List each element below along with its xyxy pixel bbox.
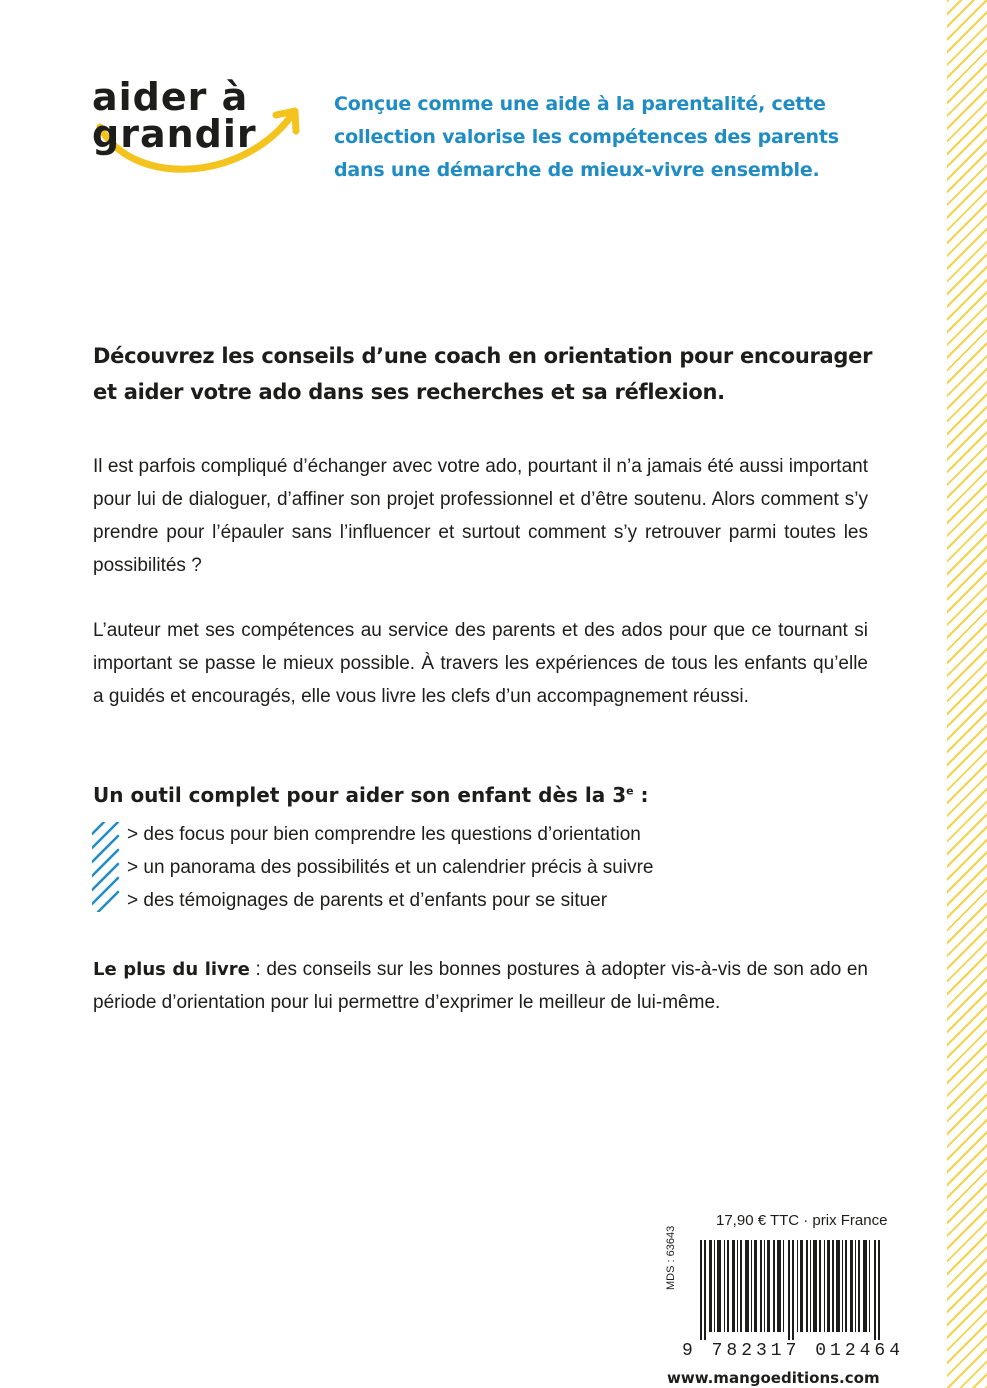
list-item: > un panorama des possibilités et un calendrier précis à suivre [127,857,654,878]
barcode [700,1240,886,1340]
price-label: 17,90 € TTC · prix France [716,1212,888,1229]
list-item: > des focus pour bien comprendre les questions d’orientation [127,824,641,845]
description-paragraph-2: L’auteur met ses compétences au service des parents et des ados pour que ce tournant si important se passe le mieux possible. À travers les expériences de tous les enfants qu’elle a guidés et encouragés, elle vous livre les clefs d’un accompagnement réussi. [93,620,868,707]
collection-intro: Conçue comme une aide à la parentalité, cette collection valorise les compétences des parents dans une démarche de mieux-vivre ensemble. [334,93,839,181]
tools-stripes-icon [92,822,120,912]
book-bonus [93,953,868,1019]
bonus-label: Le plus du livre [93,959,250,980]
mds-code: MDS : 63643 [665,1225,677,1290]
tools-list [127,818,653,917]
logo-text-line1: aider à [92,75,249,119]
isbn-number: 9 782317 012464 [682,1341,905,1361]
publisher-website: www.mangoeditions.com [667,1369,880,1387]
logo-text-line2: grandir [92,112,257,156]
tools-heading-text: Un outil complet pour aider son enfant dès la 3 [93,783,627,807]
decorative-stripe-band [947,0,987,1388]
bonus-text: : des conseils sur les bonnes postures à adopter vis-à-vis de son ado en période d’orientation pour lui permettre d’exprimer le meilleur de lui-même. [93,959,869,1013]
book-headline: Découvrez les conseils d’une coach en orientation pour encourager et aider votre ado dans ses recherches et sa réflexion. [93,344,873,404]
tools-heading [93,783,649,807]
description-paragraph-1: Il est parfois compliqué d’échanger avec votre ado, pourtant il n’a jamais été aussi important pour lui de dialoguer, d’affiner son projet professionnel et d’être soutenu. Alors comment s’y prendre pour l’épauler sans l’influencer et surtout comment s’y retrouver parmi toutes les possibilités ? [93,456,868,576]
tools-heading-superscript: e [626,784,634,798]
collection-logo [92,75,307,190]
list-item: > des témoignages de parents et d’enfants pour se situer [127,890,608,911]
tools-heading-colon: : [633,783,649,807]
